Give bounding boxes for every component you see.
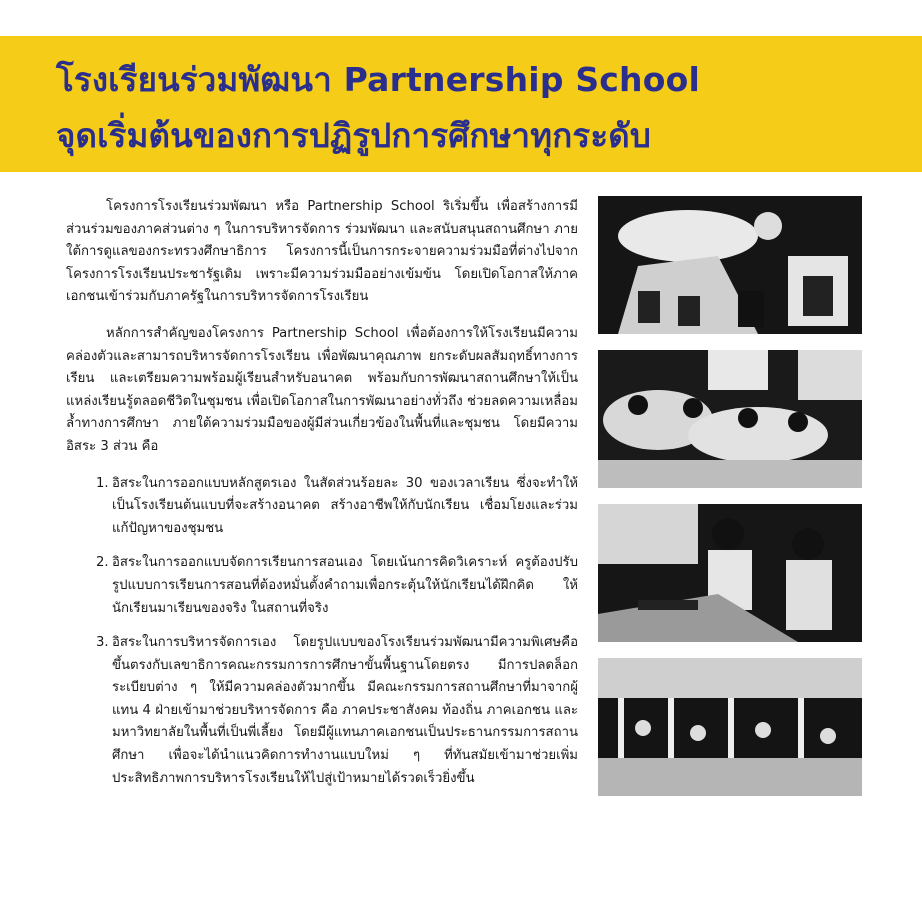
- photo-column: [598, 196, 862, 812]
- article-body: [66, 196, 578, 802]
- classroom-photo: [598, 350, 862, 488]
- list-item: [66, 473, 578, 541]
- title-line-1: โรงเรียนร่วมพัฒนา Partnership School: [56, 60, 701, 99]
- list-number: 3.: [96, 635, 109, 651]
- title-banner: [0, 36, 922, 172]
- students-working-photo: [598, 196, 862, 334]
- list-text: อิสระในการออกแบบหลักสูตรเอง ในสัดส่วนร้อยละ 30 ของเวลาเรียน ซึ่งจะทำให้เป็นโรงเรียนต้นแบบที่จะสร้างอนาคต สร้างอาชีพให้กับนักเรียน เชื่อมโยงและร่วมแก้ปัญหาของชุมชน: [112, 475, 578, 536]
- list-item: [66, 552, 578, 620]
- list-number: 2.: [96, 555, 109, 571]
- paragraph-principle: หลักการสำคัญของโครงการ Partnership School เพื่อต้องการให้โรงเรียนมีความคล่องตัวและสามารถบริหารจัดการโรงเรียน เพื่อพัฒนาคุณภาพ ยกระดับผลสัมฤทธิ์ทางการเรียน และเตรียมความพร้อมผู้เรียนสำหรับอนาคต พร้อมกับการพัฒนาสถานศึกษาให้เป็นแหล่งเรียนรู้ตลอดชีวิตในชุมชน เพื่อเปิดโอกาสในการพัฒนาอย่างทั่วถึง ช่วยลดความเหลื่อมล้ำทางการศึกษา ภายใต้ความร่วมมือของผู้มีส่วนเกี่ยวข้องในพื้นที่และชุมชน โดยมีความอิสระ 3 ส่วน คือ: [66, 325, 578, 454]
- title-line-2: จุดเริ่มต้นของการปฏิรูปการศึกษาทุกระดับ: [56, 116, 652, 155]
- paragraph-intro: โครงการโรงเรียนร่วมพัฒนา หรือ Partnership School ริเริ่มขึ้น เพื่อสร้างการมีส่วนร่วมของภาคส่วนต่าง ๆ ในการบริหารจัดการ ร่วมพัฒนา และสนับสนุนสถานศึกษา ภายใต้การดูแลของกระทรวงศึกษาธิการ โครงการนี้เป็นการกระจายความร่วมมือที่ต่างไปจากโครงการโรงเรียนประชารัฐเดิม เพราะมีความร่วมมืออย่างเข้มข้น โดยเปิดโอกาสให้ภาคเอกชนเข้าร่วมกับภาครัฐในการบริหารจัดการโรงเรียน: [66, 199, 578, 305]
- students-practice-photo: [598, 504, 862, 642]
- school-event-photo: [598, 658, 862, 796]
- list-number: 1.: [96, 475, 109, 491]
- list-text: อิสระในการบริหารจัดการเอง โดยรูปแบบของโรงเรียนร่วมพัฒนามีความพิเศษคือ ขึ้นตรงกับเลขาธิการคณะกรรมการการศึกษาขั้นพื้นฐานโดยตรง มีการปลดล็อกระเบียบต่าง ๆ ให้มีความคล่องตัวมากขึ้น มีคณะกรรมการสถานศึกษาที่มาจากผู้แทน 4 ฝ่ายเข้ามาช่วยบริหารจัดการ คือ ภาคประชาสังคม ท้องถิ่น ภาคเอกชน และมหาวิทยาลัยในพื้นที่เป็นพี่เลี้ยง โดยมีผู้แทนภาคเอกชนเป็นประธานกรรมการสถานศึกษา เพื่อจะได้นำแนวคิดการทำงานแบบใหม่ ๆ ที่ทันสมัยเข้ามาช่วยเพิ่มประสิทธิภาพการบริหารโรงเรียนให้ไปสู่เป้าหมายได้รวดเร็วยิ่งขึ้น: [112, 635, 578, 786]
- list-text: อิสระในการออกแบบจัดการเรียนการสอนเอง โดยเน้นการคิดวิเคราะห์ ครูต้องปรับรูปแบบการเรียนการสอนที่ต้องหมั่นตั้งคำถามเพื่อกระตุ้นให้นักเรียนได้ฝึกคิด ให้นักเรียนมาเรียนของจริง ในสถานที่จริง: [112, 555, 578, 616]
- list-item: [66, 632, 578, 790]
